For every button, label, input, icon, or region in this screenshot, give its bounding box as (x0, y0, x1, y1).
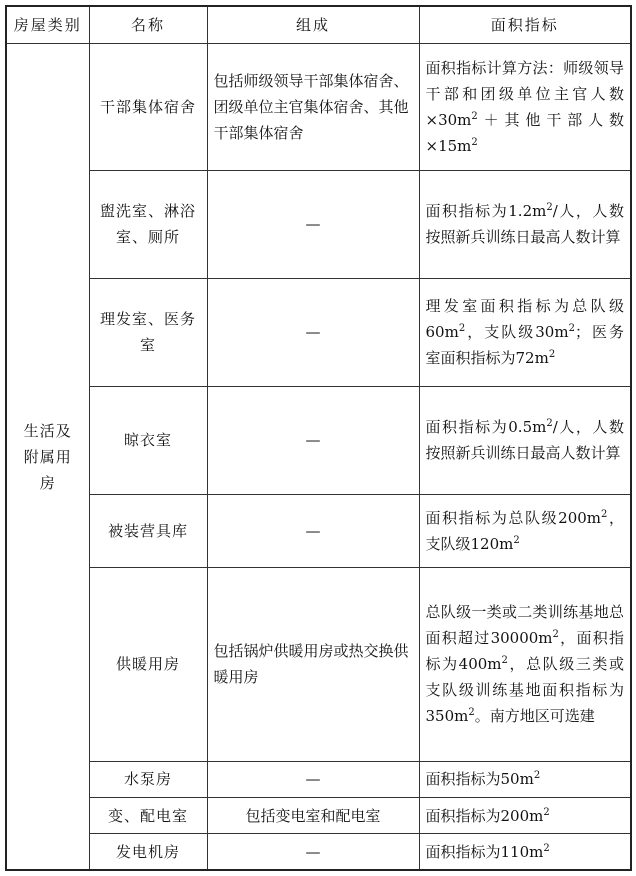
row-name: 晾衣室 (89, 386, 207, 494)
superscript: 2 (533, 770, 541, 782)
em-dash: — (305, 521, 321, 540)
area-text-part: 面积指标计算方法：师级领导干部和团级单位主官人数×30m (425, 58, 624, 129)
em-dash: — (305, 842, 321, 861)
area-text (426, 803, 625, 829)
row-composition (207, 386, 419, 494)
composition-text: 包括锅炉供暖用房或热交换供暖用房 (213, 642, 409, 687)
area-text (426, 839, 625, 865)
table-header-row (6, 6, 631, 44)
area-text (426, 599, 625, 729)
area-text (426, 505, 625, 557)
row-composition (207, 494, 419, 568)
superscript: 2 (568, 323, 575, 335)
area-text (426, 55, 625, 159)
row-composition (207, 761, 419, 797)
header-composition: 组成 (207, 6, 419, 44)
row-area-index (419, 761, 631, 797)
superscript: 2 (548, 349, 556, 361)
row-name: 干部集体宿舍 (89, 44, 207, 171)
row-name: 供暖用房 (89, 568, 207, 762)
table-row (6, 386, 631, 494)
row-name: 变、配电室 (89, 797, 207, 833)
composition-text: 包括师级领导干部集体宿舍、团级单位主官集体宿舍、其他干部集体宿舍 (213, 71, 409, 142)
table-row (6, 170, 631, 278)
row-area-index (419, 494, 631, 568)
area-text-part: /人，人数按照新兵训练日最高人数计算 (425, 202, 624, 247)
area-text-part: 面积指标为0.5m (425, 418, 547, 437)
composition-text: 包括变电室和配电室 (245, 806, 381, 825)
area-text (426, 293, 625, 371)
em-dash: — (305, 431, 321, 450)
row-composition (207, 568, 419, 762)
superscript: 2 (543, 806, 550, 818)
row-name: 发电机房 (89, 834, 207, 870)
area-text-part: ，支队级30m (465, 323, 569, 342)
table-row (6, 797, 631, 833)
row-area-index (419, 568, 631, 762)
area-index-table (5, 5, 632, 871)
area-text-part: 总队级一类或二类训练基地总面积超过30000m (425, 603, 624, 648)
em-dash: — (305, 770, 321, 789)
area-text-part: 面积指标为110m (425, 842, 544, 861)
area-text-part: 面积指标为200m (425, 806, 544, 825)
row-composition (207, 797, 419, 833)
table-row (6, 278, 631, 386)
superscript: 2 (546, 418, 553, 430)
row-name: 理发室、医务室 (89, 278, 207, 386)
table-row (6, 834, 631, 870)
area-text-part: 面积指标为1.2m (425, 202, 547, 221)
area-text-part: ，面积指标为400m (425, 629, 624, 674)
category-cell (6, 44, 89, 871)
header-name: 名称 (89, 6, 207, 44)
table-row (6, 761, 631, 797)
em-dash: — (305, 323, 321, 342)
header-category: 房屋类别 (6, 6, 89, 44)
category-label: 生活及附属用房 (23, 421, 72, 492)
area-text-part: /人，人数按照新兵训练日最高人数计算 (425, 418, 624, 463)
row-composition (207, 170, 419, 278)
superscript: 2 (513, 534, 520, 546)
row-composition (207, 834, 419, 870)
table-row (6, 568, 631, 762)
row-composition (207, 278, 419, 386)
table-row (6, 494, 631, 568)
area-text (426, 766, 625, 792)
row-composition (207, 44, 419, 171)
superscript: 2 (471, 110, 478, 122)
area-text-part: 面积指标为50m (425, 770, 534, 789)
table-body (6, 44, 631, 871)
superscript: 2 (546, 202, 553, 214)
area-text-part: ，支队级120m (425, 508, 624, 553)
superscript: 2 (552, 629, 559, 641)
em-dash: — (305, 215, 321, 234)
area-text-part: ＋其他干部人数×15m (425, 110, 624, 155)
row-area-index (419, 834, 631, 870)
area-text-part: ；医务室面积指标为72m (425, 323, 624, 368)
area-text-part: 。南方地区可选建 (474, 707, 595, 726)
superscript: 2 (543, 842, 550, 854)
area-text-part: 理发室面积指标为总队级60m (425, 297, 624, 342)
row-area-index (419, 386, 631, 494)
row-name: 盥洗室、淋浴室、厕所 (89, 170, 207, 278)
superscript: 2 (601, 508, 608, 520)
header-area: 面积指标 (419, 6, 631, 44)
row-area-index (419, 797, 631, 833)
superscript: 2 (471, 136, 478, 148)
row-area-index (419, 170, 631, 278)
area-text-part: ，总队级三类或支队级训练基地面积指标为350m (425, 655, 624, 726)
area-text (426, 198, 625, 250)
superscript: 2 (458, 323, 466, 335)
area-text-part: 面积指标为总队级200m (425, 508, 602, 527)
row-area-index (419, 278, 631, 386)
area-text (426, 414, 625, 466)
table-row (6, 44, 631, 171)
superscript: 2 (501, 655, 508, 667)
row-name: 水泵房 (89, 761, 207, 797)
superscript: 2 (468, 707, 475, 719)
row-name: 被装营具库 (89, 494, 207, 568)
row-area-index (419, 44, 631, 171)
